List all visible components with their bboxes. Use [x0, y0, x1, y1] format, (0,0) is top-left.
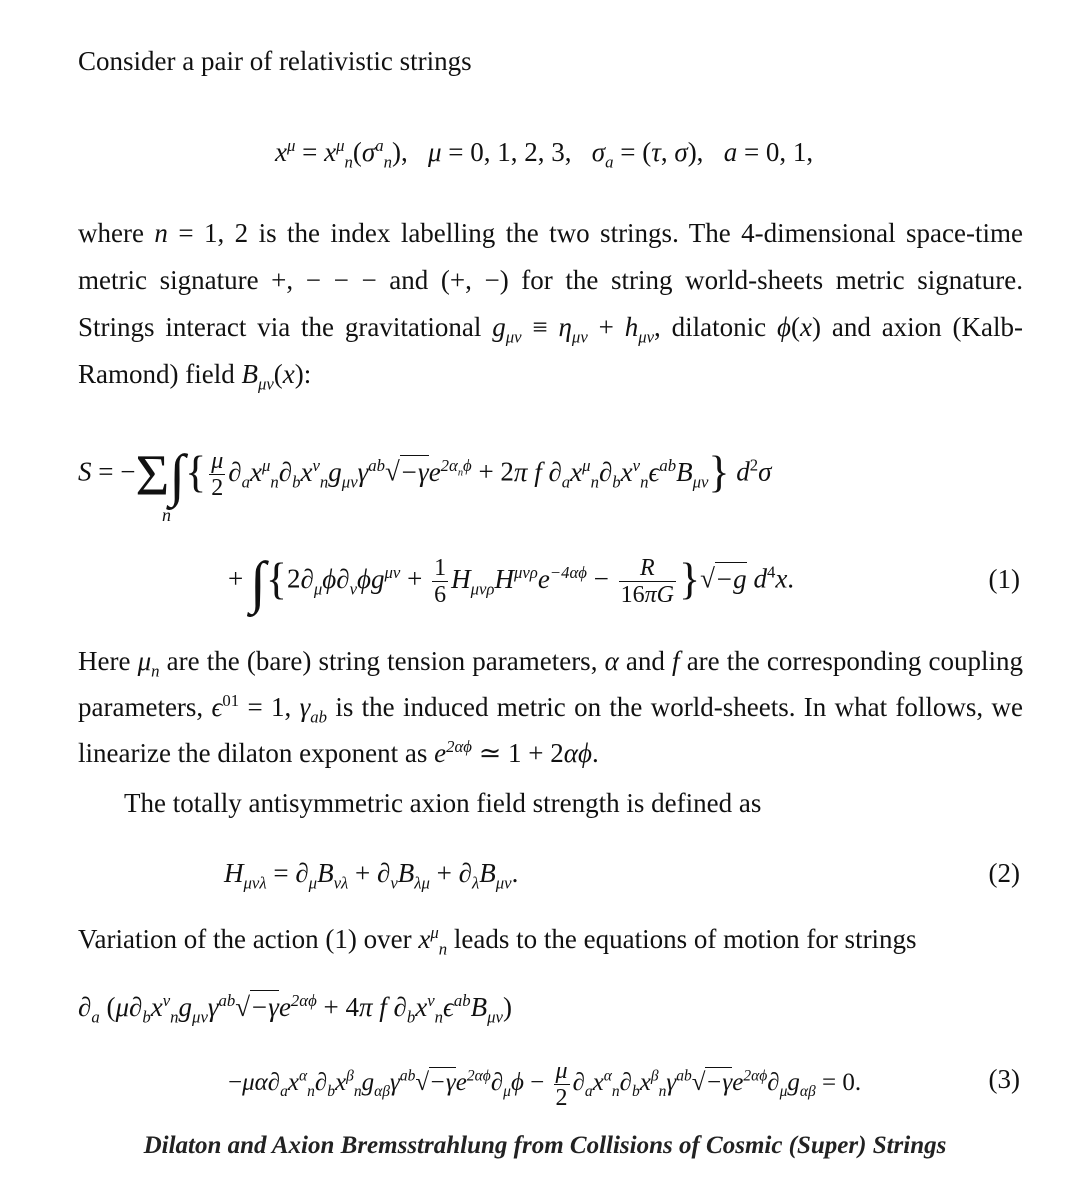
equation-action-line-2: + $\int\{2\partial_\mu\phi\partial_\nu\phi g^{\mu\nu}$ + $\frac{1}{6}$ $H_{\mu\nu\rho}H^{\mu\nu\rho}e^{-4\alpha\phi}$ − $\frac{R}{16\pi G}$ }√−g $d^4x$. — [228, 549, 795, 615]
equation-field-strength: $H_{\mu\nu\lambda} = \partial_\mu B_{\nu\lambda} + \partial_\nu B_{\lambda\mu} + \partial_\lambda B_{\mu\nu}$. — [224, 858, 519, 893]
summation-index: n — [162, 505, 171, 525]
equation-string-coordinates: $x^\mu = x^\mu_n(\sigma^a_n)$, μ = 0, 1, 2, 3, $\sigma_a = (\tau$, σ), a = 0, 1, — [275, 136, 814, 172]
equation-number-1: (1) — [988, 564, 1020, 594]
paragraph-1-line-4: Ramond) field $B_{\mu\nu}(x)$: — [78, 359, 312, 394]
equation-motion-line-1: $\partial_a$ ($\mu\partial_bx^\nu_ng_{\mu\nu}\gamma^{ab}√-\gamma e^{2\alpha\phi} + 4\pi$ f $\partial_bx^\nu_n\epsilon^{ab}B_{\mu\nu}$) — [78, 991, 512, 1027]
paragraph-2-line-2: parameters, $\epsilon^{01} = 1$, $\gamma_{ab}$ is the induced metric on the world-sheets. In what follows, we — [78, 691, 1023, 727]
paper-caption: Dilaton and Axion Bremsstrahlung from Collisions of Cosmic (Super) Strings — [143, 1132, 947, 1159]
paragraph-4: Variation of the action (1) over $x^\mu_n$ leads to the equations of motion for strings — [78, 923, 917, 959]
paragraph-3: The totally antisymmetric axion field strength is defined as — [124, 788, 762, 818]
equation-number-3: (3) — [988, 1064, 1020, 1094]
paragraph-2-line-1: Here $\mu_n$ are the (bare) string tension parameters, α and f are the corresponding coupling — [78, 646, 1024, 681]
equation-motion-line-2: $-\mu\alpha\partial_ax^\alpha_n\partial_bx^\beta_ng_{\alpha\beta}\gamma^{ab}√-\gamma e^{2\alpha\phi}\partial_\mu\phi$ − $\frac{\mu}{2}$ $\partial_ax^\alpha_n\partial_bx^\beta_n\gamma^{ab}√-\gamma e^{2\alpha\phi}\partial_\mu g_{\alpha\beta} = 0$. — [228, 1058, 862, 1111]
paragraph-1-line-2: metric signature +, − − − and (+, −) for the string world-sheets metric signature. — [78, 265, 1023, 295]
paragraph-1-line-3: Strings interact via the gravitational $g_{\mu\nu} \equiv \eta_{\mu\nu} + h_{\mu\nu}$, dilatonic ϕ(x) and axion (Kalb- — [78, 312, 1024, 347]
equation-number-2: (2) — [988, 858, 1020, 888]
intro-text: Consider a pair of relativistic strings — [78, 46, 472, 76]
equation-action-line-1: S = −Σ∫{ $\frac{\mu}{2}$ $\partial_ax^\mu_n\partial_bx^\nu_ng_{\mu\nu}\gamma^{ab}√-\gamma e^{2\alpha_n\phi} + 2\pi$ f $\partial_ax^\mu_n\partial_bx^\nu_n\epsilon^{ab}B_{\mu\nu}$} $d^2\sigma$ — [78, 442, 772, 508]
paragraph-2-line-3: linearize the dilaton exponent as $e^{2\alpha\phi}$ ≃ 1 + 2αϕ. — [78, 737, 599, 768]
paragraph-1-line-1: where n = 1, 2 is the index labelling the two strings. The 4-dimensional space-time — [78, 218, 1023, 248]
